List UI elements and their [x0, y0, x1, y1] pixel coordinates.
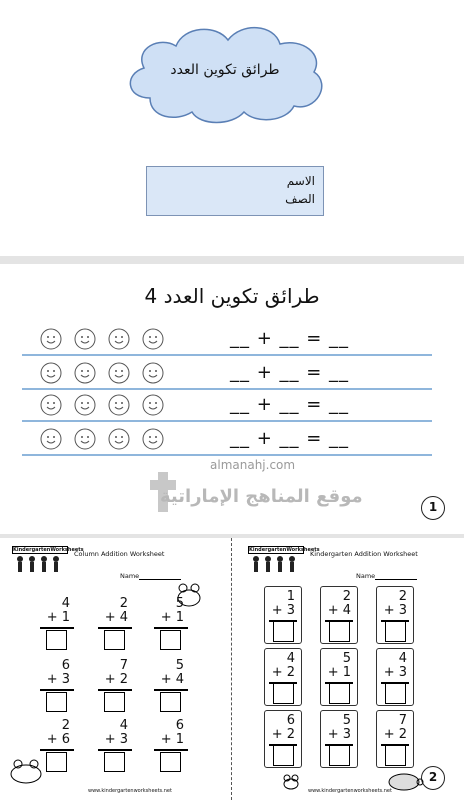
addition-problem [36, 658, 76, 714]
addend-bottom: + 3 [383, 603, 407, 618]
answer-box[interactable] [273, 745, 294, 766]
addend-top: 6 [175, 718, 184, 733]
sum-line [98, 749, 132, 751]
answer-box[interactable] [46, 692, 67, 712]
addition-card [264, 586, 302, 644]
addend-bottom: + 4 [104, 610, 128, 625]
addend-bottom: + 3 [327, 727, 351, 742]
watermark-url: almanahj.com [210, 458, 296, 472]
addend-top: 6 [61, 658, 70, 673]
answer-box[interactable] [385, 683, 406, 704]
sum-line [40, 627, 74, 629]
addend-top: 4 [286, 651, 295, 666]
answer-box[interactable] [160, 630, 181, 650]
addend-bottom: + 3 [46, 672, 70, 687]
bee-icon [280, 774, 302, 792]
sum-line [40, 749, 74, 751]
addition-problem [94, 718, 134, 774]
watermark-name: موقع المناهج الإماراتية [160, 486, 363, 507]
sum-line [98, 627, 132, 629]
answer-box[interactable] [329, 621, 350, 642]
number-four-page [0, 264, 464, 534]
page-number: 1 [421, 496, 445, 520]
equation-blank: __ + __ = __ [230, 362, 350, 383]
addend-top: 4 [61, 596, 70, 611]
addition-problem [94, 658, 134, 714]
frog-icon [6, 756, 46, 786]
smiley-face-icon [40, 394, 62, 416]
addition-problem [150, 596, 190, 652]
worksheet-title: Column Addition Worksheet [74, 550, 165, 558]
smiley-face-icon [142, 394, 164, 416]
sum-line [154, 689, 188, 691]
addition-card [320, 710, 358, 768]
smiley-face-icon [40, 328, 62, 350]
addend-top: 5 [342, 713, 351, 728]
smiley-face-icon [40, 428, 62, 450]
column-addition-worksheet [2, 538, 227, 800]
addend-bottom: + 6 [46, 732, 70, 747]
row-line [22, 354, 432, 356]
equation-blank: __ + __ = __ [230, 394, 350, 415]
addend-top: 2 [119, 596, 128, 611]
answer-box[interactable] [160, 752, 181, 772]
addend-top: 2 [342, 589, 351, 604]
addition-card [376, 710, 414, 768]
smiley-face-icon [74, 328, 96, 350]
smiley-face-icon [142, 428, 164, 450]
addend-bottom: + 1 [160, 610, 184, 625]
addition-problem [150, 718, 190, 774]
answer-box[interactable] [160, 692, 181, 712]
equation-row [22, 326, 432, 356]
name-field: Name [120, 572, 181, 580]
row-line [22, 420, 432, 422]
addition-card [320, 586, 358, 644]
answer-box[interactable] [385, 745, 406, 766]
addend-top: 7 [398, 713, 407, 728]
smiley-face-icon [108, 328, 130, 350]
smiley-faces [40, 428, 164, 450]
addition-card [264, 710, 302, 768]
kids-icon [12, 554, 68, 576]
smiley-face-icon [108, 394, 130, 416]
sum-line [98, 689, 132, 691]
addend-bottom: + 3 [271, 603, 295, 618]
row-line [22, 388, 432, 390]
cover-title: طرائق تكوين العدد [170, 62, 280, 78]
equation-row [22, 360, 432, 390]
addend-bottom: + 2 [104, 672, 128, 687]
equation-row [22, 392, 432, 422]
answer-box[interactable] [104, 630, 125, 650]
addition-problem [36, 596, 76, 652]
answer-box[interactable] [46, 752, 67, 772]
smiley-face-icon [142, 362, 164, 384]
worksheet-title: Kindergarten Addition Worksheet [310, 550, 418, 558]
addition-card [376, 648, 414, 706]
smiley-face-icon [74, 362, 96, 384]
kids-icon [248, 554, 304, 576]
answer-box[interactable] [385, 621, 406, 642]
row-line [22, 454, 432, 456]
cover-page [0, 0, 464, 256]
equation-row [22, 426, 432, 456]
addend-top: 2 [398, 589, 407, 604]
answer-box[interactable] [104, 752, 125, 772]
sum-line [154, 627, 188, 629]
addend-top: 1 [286, 589, 295, 604]
smiley-face-icon [74, 394, 96, 416]
name-field: Name [356, 572, 417, 580]
addend-bottom: + 1 [46, 610, 70, 625]
smiley-faces [40, 394, 164, 416]
addend-top: 5 [342, 651, 351, 666]
addition-card [376, 586, 414, 644]
smiley-face-icon [142, 328, 164, 350]
answer-box[interactable] [104, 692, 125, 712]
addend-bottom: + 2 [271, 665, 295, 680]
addend-top: 5 [175, 596, 184, 611]
answer-box[interactable] [329, 683, 350, 704]
sum-line [40, 689, 74, 691]
name-label: الاسم [286, 174, 315, 188]
addend-top: 4 [398, 651, 407, 666]
addend-bottom: + 2 [383, 727, 407, 742]
addend-top: 2 [61, 718, 70, 733]
addend-top: 4 [119, 718, 128, 733]
addend-top: 5 [175, 658, 184, 673]
page-divider [231, 538, 232, 800]
answer-box[interactable] [273, 621, 294, 642]
equation-blank: __ + __ = __ [230, 328, 350, 349]
addend-bottom: + 2 [271, 727, 295, 742]
addend-top: 7 [119, 658, 128, 673]
smiley-face-icon [40, 362, 62, 384]
addend-bottom: + 1 [160, 732, 184, 747]
page-title: طرائق تكوين العدد 4 [144, 284, 320, 308]
addend-bottom: + 3 [383, 665, 407, 680]
student-info-box [146, 166, 324, 216]
worksheet-logo: KindergartenWorksheets [12, 546, 68, 576]
smiley-face-icon [108, 362, 130, 384]
worksheet-footer: www.kindergartenworksheets.net [88, 788, 172, 794]
smiley-faces [40, 328, 164, 350]
answer-box[interactable] [273, 683, 294, 704]
smiley-faces [40, 362, 164, 384]
answer-box[interactable] [329, 745, 350, 766]
smiley-face-icon [74, 428, 96, 450]
addition-card [320, 648, 358, 706]
page-number: 2 [421, 766, 445, 790]
worksheet-logo: KindergartenWorksheets [248, 546, 304, 576]
equation-blank: __ + __ = __ [230, 428, 350, 449]
kindergarten-addition-worksheet [238, 538, 463, 800]
addend-bottom: + 4 [160, 672, 184, 687]
answer-box[interactable] [46, 630, 67, 650]
sum-line [154, 749, 188, 751]
addition-worksheets-page [0, 538, 464, 800]
addition-card [264, 648, 302, 706]
worksheet-footer: www.kindergartenworksheets.net [308, 788, 392, 794]
addition-problem [94, 596, 134, 652]
addend-bottom: + 1 [327, 665, 351, 680]
addition-problem [150, 658, 190, 714]
smiley-face-icon [108, 428, 130, 450]
addend-bottom: + 4 [327, 603, 351, 618]
addend-bottom: + 3 [104, 732, 128, 747]
class-label: الصف [285, 192, 315, 206]
addend-top: 6 [286, 713, 295, 728]
